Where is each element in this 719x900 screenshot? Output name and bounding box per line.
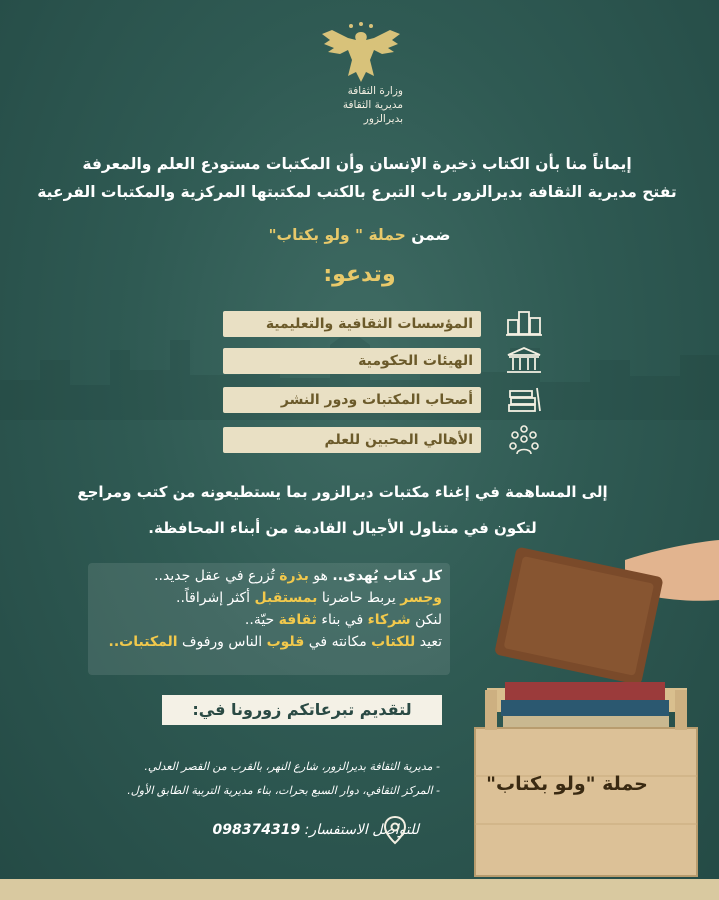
quote-fragment: الناس ورفوف <box>177 634 267 650</box>
intro-text <box>27 150 687 206</box>
quote-highlight: المكتبات.. <box>108 634 178 650</box>
quote-fragment: تعيد <box>415 634 442 650</box>
quote-fragment: هو <box>308 568 333 584</box>
invitee-item-4: الأهالي المحبين للعلم <box>223 427 481 453</box>
box-campaign-label: حملة "ولو بكتاب" <box>486 773 648 795</box>
invitee-item-3: أصحاب المكتبات ودور النشر <box>223 387 481 413</box>
campaign-prefix: ضمن <box>411 226 451 244</box>
quote-highlight: وجسر <box>400 590 442 606</box>
quote-highlight: قلوب <box>266 634 305 650</box>
invitee-item-1: المؤسسات الثقافية والتعليمية <box>223 311 481 337</box>
eagle-emblem-icon <box>318 20 404 84</box>
campaign-line <box>0 226 719 244</box>
quote-fragment: حيّة.. <box>244 612 279 628</box>
purpose-line-2: لتكون في متناول الأجيال القادمة من أبناء المحافظة. <box>148 519 537 537</box>
books-stack-icon <box>505 384 543 416</box>
quote-fragment: لنكن <box>410 612 442 628</box>
people-group-icon <box>505 424 543 456</box>
contact-label: للتواصل الاستفسار: <box>304 822 419 838</box>
quote-fragment: في بناء <box>316 612 368 628</box>
ministry-line-2: مديرية الثقافة <box>342 99 403 111</box>
ministry-line-1: وزارة الثقافة <box>347 85 403 97</box>
quote-line-1 <box>96 565 442 587</box>
quote-line-3 <box>96 609 442 631</box>
ministry-line-3: بديرالزور <box>363 113 403 125</box>
quote-highlight: بذرة <box>279 568 309 584</box>
book-donation-box-illustration <box>465 520 719 878</box>
intro-line-2: تفتح مديرية الثقافة بديرالزور باب التبرع بالكتب لمكتبتها المركزية والمكتبات الفرعية <box>37 183 677 201</box>
quote-highlight: للكتاب <box>371 634 416 650</box>
invite-title: وتدعو: <box>323 262 396 287</box>
donate-title: لتقديم تبرعاتكم زورونا في: <box>162 695 442 725</box>
quote-fragment: يربط حاضرنا <box>317 590 401 606</box>
quote-line-2 <box>96 587 442 609</box>
contact-line <box>139 822 419 838</box>
quote-fragment: كل كتاب يُهدى.. <box>332 568 442 584</box>
invitee-item-2: الهيئات الحكومية <box>223 348 481 374</box>
ministry-name <box>283 84 403 126</box>
quote-highlight: بمستقبل <box>254 590 318 606</box>
government-building-icon <box>505 345 543 377</box>
quote-fragment: أكثر إشراقاً.. <box>176 590 255 606</box>
quote-fragment: مكانته في <box>304 634 372 650</box>
quote-box <box>88 563 450 675</box>
purpose-line-1: إلى المساهمة في إغناء مكتبات ديرالزور بما يستطيعونه من كتب ومراجع <box>77 483 608 501</box>
buildings-icon <box>505 306 543 338</box>
quote-line-4 <box>96 631 442 653</box>
address-1: - مديرية الثقافة بديرالزور، شارع النهر، بالقرب من القصر العدلي. <box>144 760 440 773</box>
quote-highlight: ثقافة <box>278 612 317 628</box>
location-pin-icon <box>383 815 407 845</box>
quote-highlight: شركاء <box>367 612 411 628</box>
phone-number[interactable]: 098374319 <box>212 822 301 838</box>
quote-fragment: تُزرع في عقل جديد.. <box>154 568 280 584</box>
address-2: - المركز الثقافي، دوار السبع بحرات، بناء مديرية التربية الطابق الأول. <box>127 784 440 797</box>
intro-line-1: إيماناً منا بأن الكتاب ذخيرة الإنسان وأن المكتبات مستودع العلم والمعرفة <box>82 155 632 173</box>
bottom-bar <box>0 879 719 900</box>
campaign-name: حملة " ولو بكتاب" <box>268 226 406 244</box>
